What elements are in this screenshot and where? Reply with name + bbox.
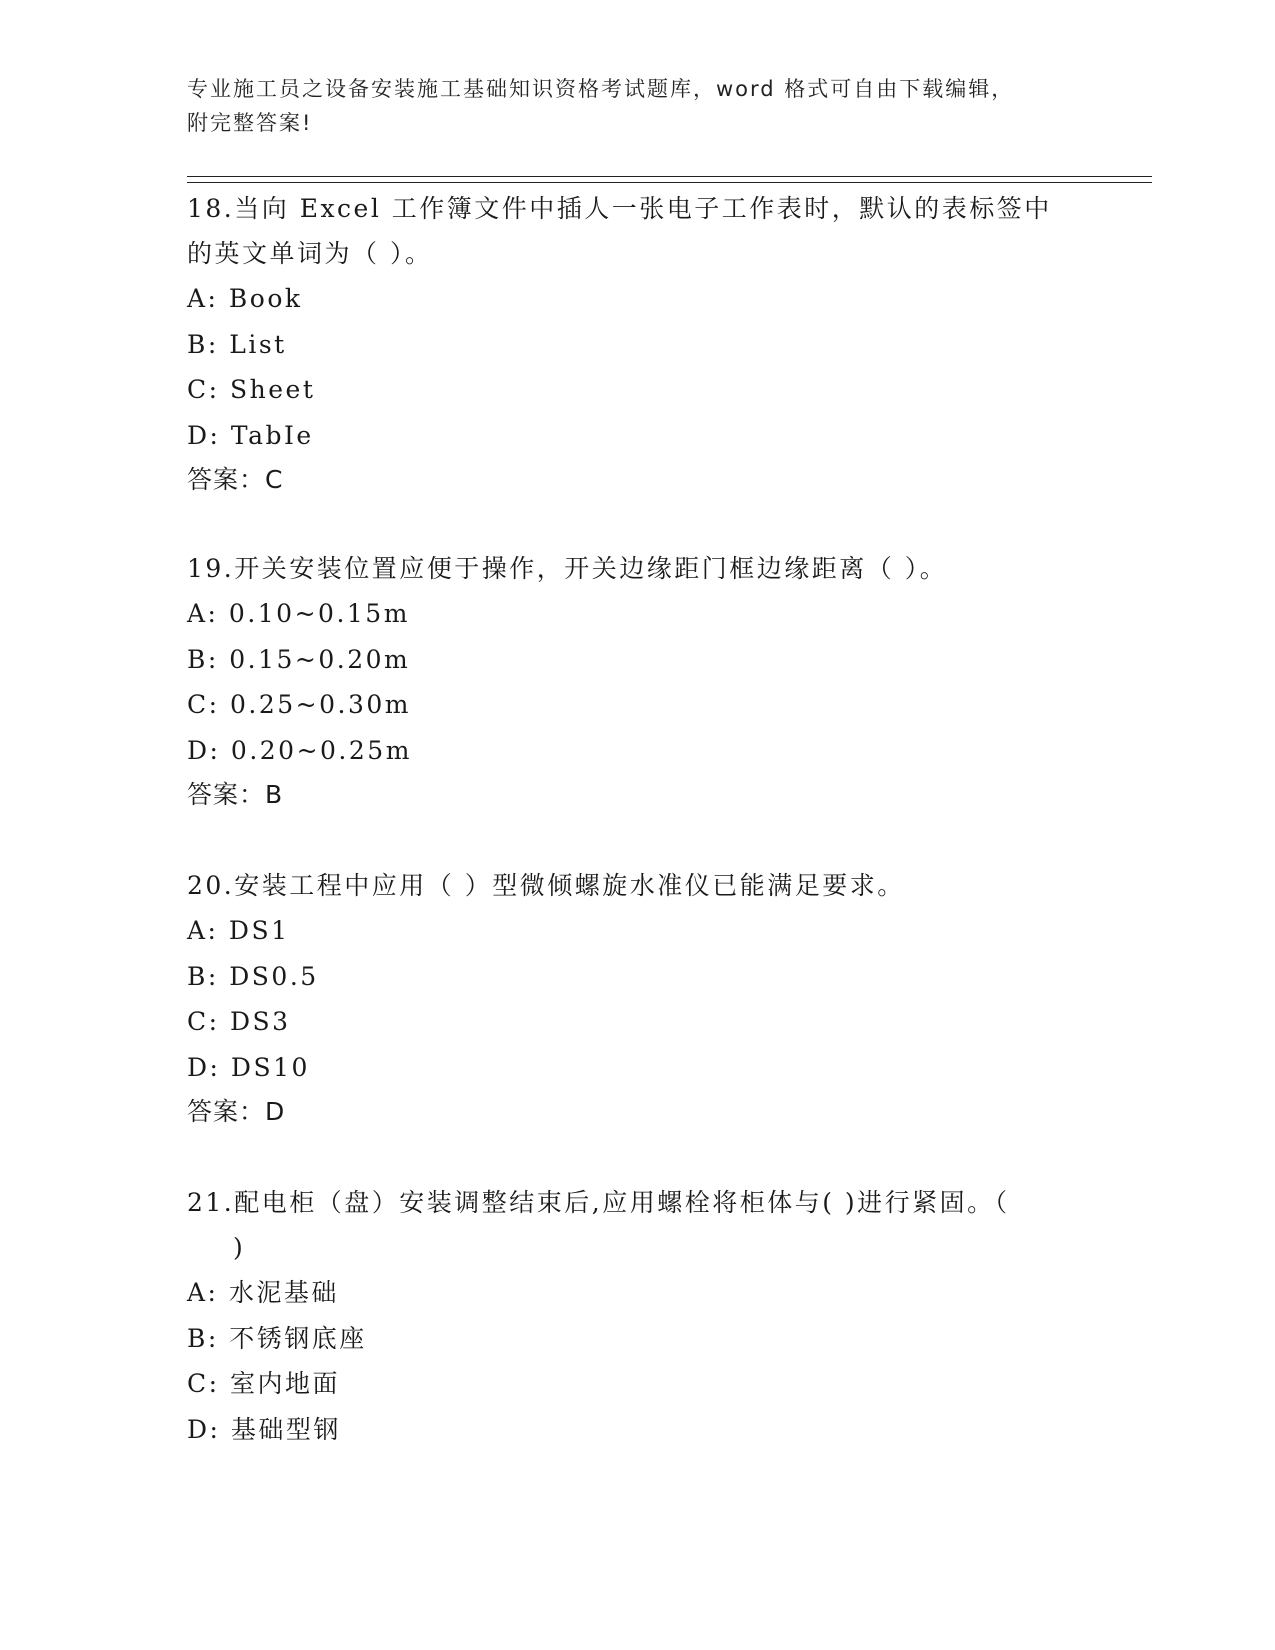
option-a: A: DS1 bbox=[187, 916, 290, 945]
header-divider-bottom bbox=[187, 182, 1152, 183]
question-19 bbox=[187, 546, 1087, 817]
option-b: B: DS0.5 bbox=[187, 961, 319, 991]
question-21 bbox=[187, 1180, 1087, 1452]
question-stem-line-1: 18.当向 Excel 工作簿文件中插人一张电子工作表时，默认的表标签中 bbox=[187, 194, 1052, 223]
header-line-2: 附完整答案! bbox=[187, 111, 313, 135]
option-b: B: 0.15~0.20m bbox=[187, 644, 411, 674]
option-a: A: 0.10~0.15m bbox=[187, 599, 410, 628]
question-20 bbox=[187, 863, 1087, 1134]
answer: 答案：D bbox=[187, 1097, 286, 1126]
answer: 答案：C bbox=[187, 465, 284, 494]
option-a: A: 水泥基础 bbox=[187, 1278, 339, 1307]
question-stem-line-1: 21.配电柜（盘）安装调整结束后,应用螺栓将柜体与( )进行紧固。（ bbox=[187, 1188, 1010, 1217]
option-d: D: 基础型钢 bbox=[187, 1414, 341, 1444]
option-d: D: TabIe bbox=[187, 420, 314, 450]
option-d: D: DS10 bbox=[187, 1052, 310, 1082]
option-c: C: 0.25~0.30m bbox=[187, 690, 411, 719]
option-c: C: Sheet bbox=[187, 375, 316, 404]
question-stem bbox=[187, 863, 1087, 908]
question-stem bbox=[187, 546, 1087, 591]
question-stem-line-2: 的英文单词为（ ）。 bbox=[187, 239, 433, 268]
document-header bbox=[187, 72, 1087, 140]
question-18 bbox=[187, 186, 1087, 502]
answer: 答案：B bbox=[187, 780, 284, 809]
option-d: D: 0.20~0.25m bbox=[187, 735, 412, 765]
option-c: C: 室内地面 bbox=[187, 1369, 340, 1398]
question-stem-line-1: 20.安装工程中应用（ ）型微倾螺旋水准仪已能满足要求。 bbox=[187, 871, 905, 900]
question-stem-line-1: 19.开关安装位置应便于操作，开关边缘距门框边缘距离（ ）。 bbox=[187, 554, 948, 583]
header-line-1: 专业施工员之设备安装施工基础知识资格考试题库，word 格式可自由下载编辑， bbox=[187, 77, 1015, 101]
option-a: A: Book bbox=[187, 284, 303, 313]
header-divider-top bbox=[187, 176, 1152, 177]
question-stem bbox=[187, 186, 1087, 276]
question-stem-line-2: ) bbox=[233, 1233, 246, 1262]
question-stem bbox=[187, 1180, 1087, 1270]
option-b: B: List bbox=[187, 329, 287, 359]
option-c: C: DS3 bbox=[187, 1007, 291, 1036]
option-b: B: 不锈钢底座 bbox=[187, 1323, 367, 1353]
